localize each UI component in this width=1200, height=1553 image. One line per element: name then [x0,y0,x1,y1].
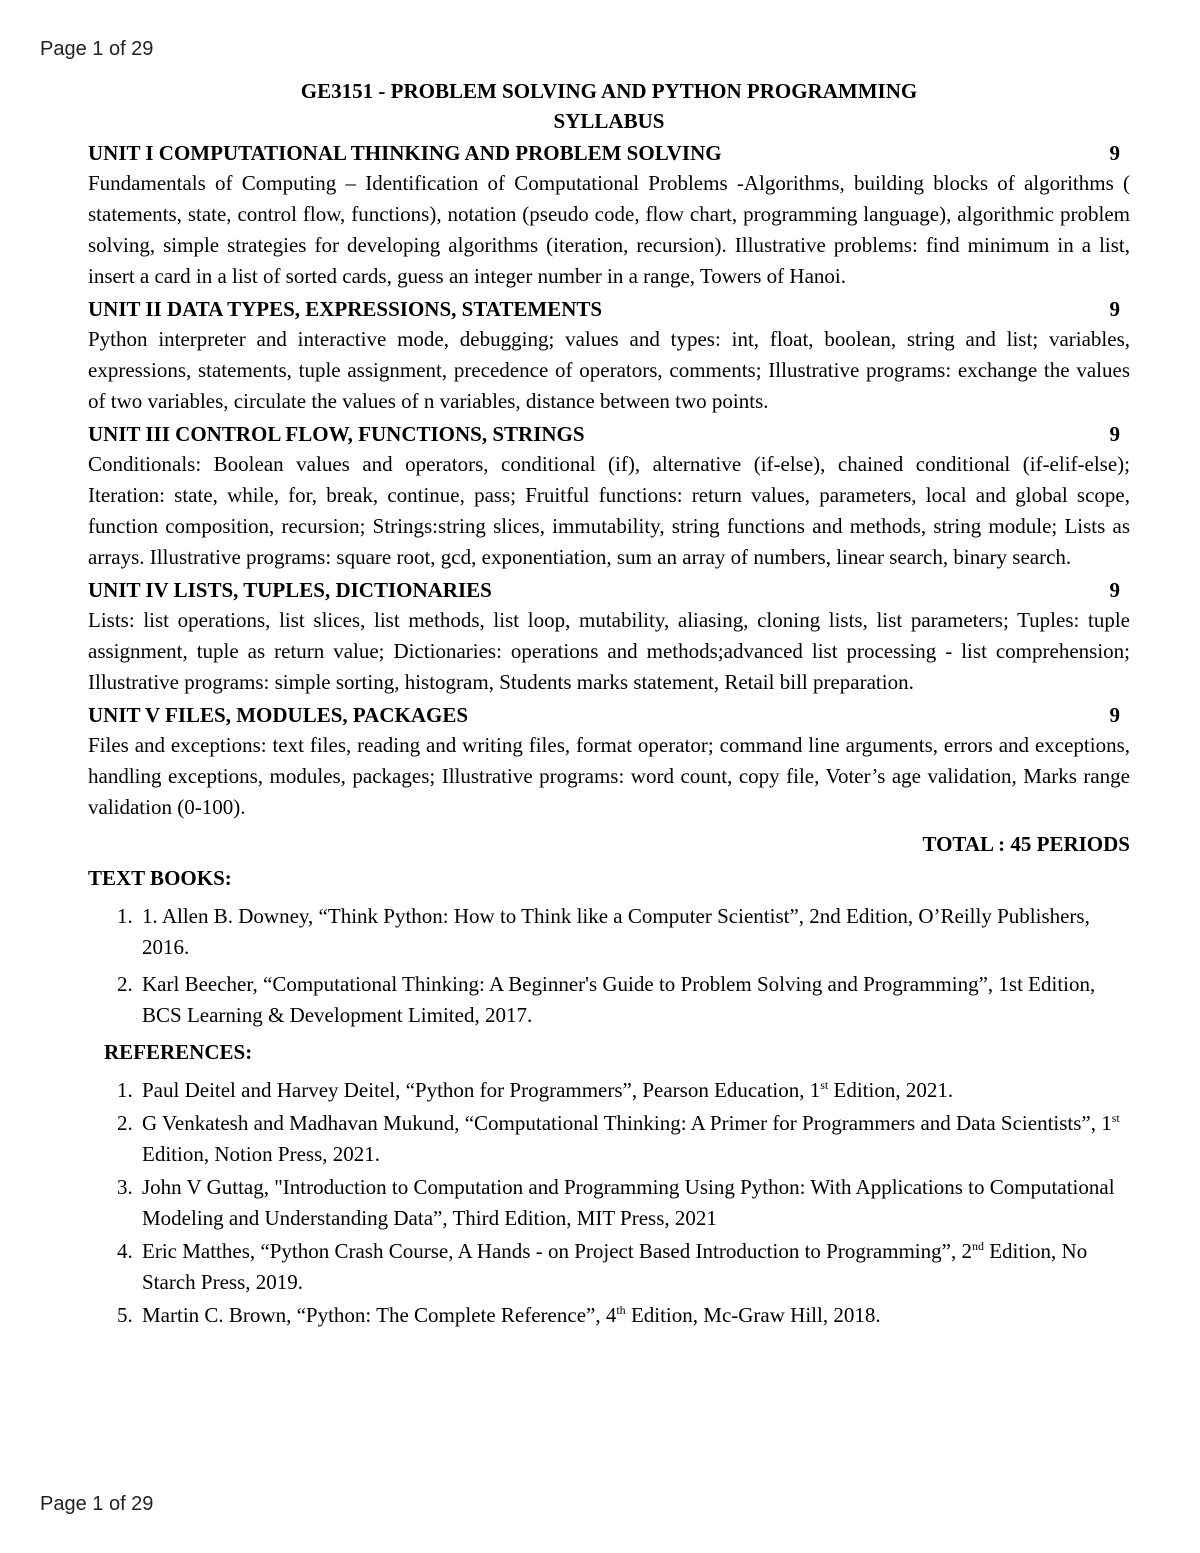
reference-text: Edition, No Starch Press, 2019. [142,1239,1088,1294]
ordinal-suffix: nd [971,1239,984,1253]
reference-text: Edition, Notion Press, 2021. [142,1142,381,1166]
unit-title: UNIT II DATA TYPES, EXPRESSIONS, STATEMENTS [88,297,603,321]
references-heading: REFERENCES: [104,1040,253,1064]
course-title: GE3151 - PROBLEM SOLVING AND PYTHON PROGRAMMING [300,79,918,103]
reference-text: G Venkatesh and Madhavan Mukund, “Computational Thinking: A Primer for Programmers and Data Scientists”, 1 [142,1111,1112,1135]
unit-heading [88,294,1130,324]
unit-description: Python interpreter and interactive mode, debugging; values and types: int, float, boolean, string and list; variables, expressions, statements, tuple assignment, precedence of operators, comments; Illustrative programs: exchange the values of two variables, circulate the values of n variables, distance between two points. [88,327,1130,413]
unit-heading [88,419,1130,449]
text-books-heading: TEXT BOOKS: [88,866,232,890]
page-indicator-top: Page 1 of 29 [40,38,154,60]
page-indicator-bottom: Page 1 of 29 [40,1493,154,1515]
list-item [138,1236,1130,1298]
references-list [88,1075,1130,1331]
unit-5 [88,700,1130,823]
unit-hours: 9 [1109,578,1120,602]
unit-hours: 9 [1109,703,1120,727]
unit-description: Lists: list operations, list slices, list methods, list loop, mutability, aliasing, cloning lists, list parameters; Tuples: tuple assignment, tuple as return value; Dictionaries: operations and methods;advanced list processing - list comprehension; Illustrative programs: simple sorting, histogram, Students marks statement, Retail bill preparation. [88,608,1130,694]
reference-text: Martin C. Brown, “Python: The Complete Reference”, 4 [142,1303,617,1327]
unit-4 [88,575,1130,698]
list-item [138,1300,1130,1331]
list-item: 2. Karl Beecher, “Computational Thinking: A Beginner's Guide to Problem Solving and Programming”, 1st Edition, BCS Learning & Development Limited, 2017. [138,969,1130,1031]
unit-title: UNIT IV LISTS, TUPLES, DICTIONARIES [88,578,492,602]
syllabus-subtitle: SYLLABUS [553,109,665,133]
unit-description: Conditionals: Boolean values and operators, conditional (if), alternative (if-else), chained conditional (if-elif-else); Iteration: state, while, for, break, continue, pass; Fruitful functions: return values, parameters, local and global scope, function composition, recursion; Strings:string slices, immutability, string functions and methods, string module; Lists as arrays. Illustrative programs: square root, gcd, exponentiation, sum an array of numbers, linear search, binary search. [88,452,1130,569]
ordinal-suffix: st [1111,1111,1120,1125]
unit-2 [88,294,1130,417]
unit-1 [88,138,1130,292]
reference-text: Eric Matthes, “Python Crash Course, A Hands - on Project Based Introduction to Programming”, 2 [142,1239,972,1263]
text-books-list [88,901,1130,1031]
list-item: 1. 1. Allen B. Downey, “Think Python: How to Think like a Computer Scientist”, 2nd Edition, O’Reilly Publishers, 2016. [138,901,1130,963]
unit-hours: 9 [1109,297,1120,321]
list-item [138,1108,1130,1170]
unit-title: UNIT III CONTROL FLOW, FUNCTIONS, STRINGS [88,422,585,446]
unit-hours: 9 [1109,422,1120,446]
reference-text: Paul Deitel and Harvey Deitel, “Python for Programmers”, Pearson Education, 1 [142,1078,821,1102]
unit-heading [88,700,1130,730]
reference-text: Edition, Mc-Graw Hill, 2018. [625,1303,881,1327]
total-periods: TOTAL : 45 PERIODS [922,832,1130,856]
unit-description: Files and exceptions: text files, reading and writing files, format operator; command line arguments, errors and exceptions, handling exceptions, modules, packages; Illustrative programs: word count, copy file, Voter’s age validation, Marks range validation (0-100). [88,733,1130,819]
reference-text: Edition, 2021. [828,1078,954,1102]
unit-title: UNIT I COMPUTATIONAL THINKING AND PROBLEM SOLVING [88,141,722,165]
unit-3 [88,419,1130,573]
reference-text: John V Guttag, "Introduction to Computation and Programming Using Python: With Applications to Computational Modeling and Understanding Data”, Third Edition, MIT Press, 2021 [142,1175,1115,1230]
unit-title: UNIT V FILES, MODULES, PACKAGES [88,703,469,727]
unit-heading [88,575,1130,605]
unit-hours: 9 [1109,141,1120,165]
list-item [138,1075,1130,1106]
ordinal-suffix: th [616,1303,626,1317]
unit-heading [88,138,1130,168]
ordinal-suffix: st [820,1078,829,1092]
list-item [138,1172,1130,1234]
syllabus-document [88,76,1130,1333]
unit-description: Fundamentals of Computing – Identification of Computational Problems -Algorithms, building blocks of algorithms ( statements, state, control flow, functions), notation (pseudo code, flow chart, programming language), algorithmic problem solving, simple strategies for developing algorithms (iteration, recursion). Illustrative problems: find minimum in a list, insert a card in a list of sorted cards, guess an integer number in a range, Towers of Hanoi. [88,171,1130,288]
